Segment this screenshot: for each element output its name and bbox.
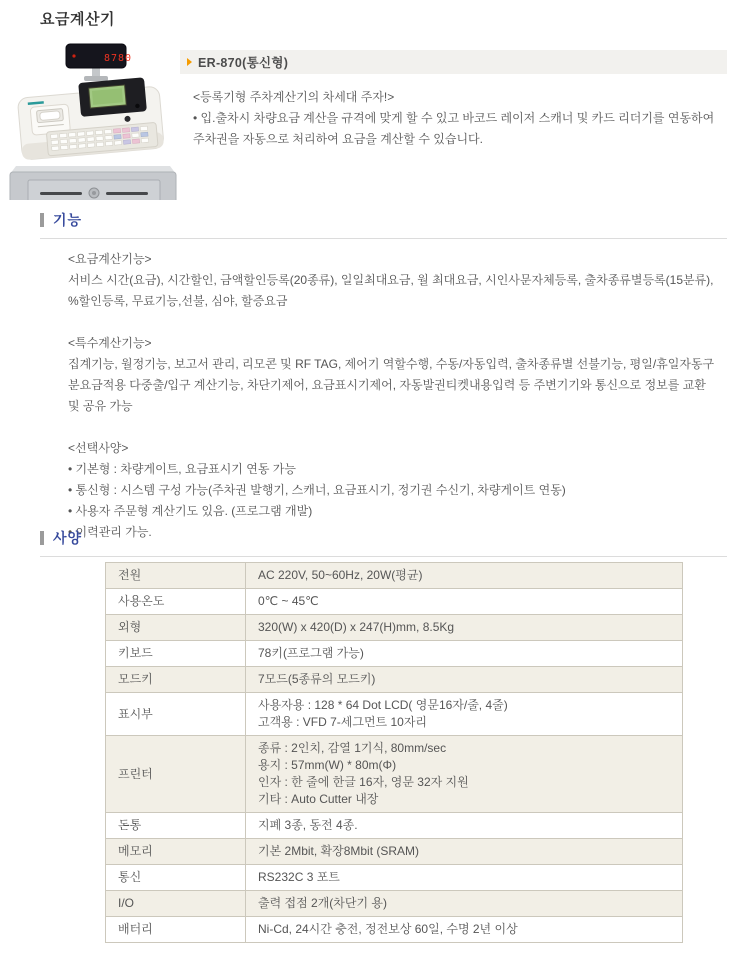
- section-bar-icon: [40, 213, 44, 227]
- arrow-right-icon: [187, 58, 192, 66]
- spec-row: [106, 563, 683, 589]
- spec-label: 메모리: [106, 839, 246, 865]
- spec-row: [106, 693, 683, 736]
- spec-value: [246, 563, 683, 589]
- spec-value: [246, 736, 683, 813]
- feature-line: 집계기능, 월정기능, 보고서 관리, 리모콘 및 RF TAG, 제어기 역할수행, 수동/자동입력, 출차종류별 선불기능, 평일/휴일자동구분요금적용 다중출/입구 계산기능, 차단기제어, 요금표시기제어, 자동발권티켓내용입력 등 주변기기와 통신으로 정보를 교환 및 공유 가능: [68, 357, 715, 413]
- spec-value-line: 0℃ ~ 45℃: [258, 594, 319, 608]
- feature-line: • 이력관리 가능.: [68, 525, 152, 539]
- spec-label: 사용온도: [106, 589, 246, 615]
- cash-register-illustration: [6, 42, 180, 200]
- spec-value-line: 7모드(5종류의 모드키): [258, 672, 376, 686]
- operator-panel: [78, 77, 147, 117]
- feature-line: 서비스 시간(요금), 시간할인, 금액할인등록(20종류), 일일최대요금, 월 최대요금, 시인사문자체등록, 출차종류별등록(15분류), %할인등록, 무료기능,선불, 심야, 할증요금: [68, 273, 714, 308]
- spec-row: [106, 641, 683, 667]
- spec-value-line: 인자 : 한 줄에 한글 16자, 영문 32자 지원: [258, 775, 469, 789]
- spec-label: 모드키: [106, 667, 246, 693]
- spec-row: [106, 917, 683, 943]
- cash-drawer: [10, 166, 176, 200]
- spec-value: [246, 891, 683, 917]
- spec-label: I/O: [106, 891, 246, 917]
- spec-row: [106, 839, 683, 865]
- spec-row: [106, 813, 683, 839]
- spec-row: [106, 865, 683, 891]
- spec-value: [246, 693, 683, 736]
- spec-value: [246, 667, 683, 693]
- features-section-title: 기능: [53, 212, 83, 228]
- product-description-text: • 입.출차시 차량요금 계산을 규격에 맞게 할 수 있고 바코드 레이저 스캐너 및 카드 리더기를 연동하여 주차권을 자동으로 처리하여 요금을 계산할 수 있습니다.: [193, 111, 715, 146]
- spec-table: [105, 562, 683, 943]
- spec-label: 전원: [106, 563, 246, 589]
- feature-block: [68, 333, 720, 417]
- spec-value-line: 78키(프로그램 가능): [258, 646, 364, 660]
- feature-line: • 사용자 주문형 계산기도 있음. (프로그램 개발): [68, 504, 313, 518]
- feature-block: [68, 249, 720, 312]
- specs-section-title: 사양: [53, 530, 83, 546]
- spec-value-line: 종류 : 2인치, 감열 1기식, 80mm/sec: [258, 741, 447, 755]
- spec-value: [246, 865, 683, 891]
- spec-value-line: 고객용 : VFD 7-세그먼트 10자리: [258, 715, 428, 729]
- features-section-header: [40, 210, 730, 230]
- spec-value-line: 출력 접점 2개(차단기 용): [258, 896, 387, 910]
- feature-block-heading: <특수계산기능>: [68, 336, 152, 350]
- spec-label: 키보드: [106, 641, 246, 667]
- section-bar-icon: [40, 531, 44, 545]
- product-model-title: ER-870(통신형): [198, 56, 289, 70]
- feature-line: • 기본형 : 차량게이트, 요금표시기 연동 가능: [68, 462, 296, 476]
- specs-section: [0, 528, 730, 557]
- divider: [40, 556, 727, 557]
- spec-row: [106, 891, 683, 917]
- product-header-bar: [180, 50, 727, 74]
- spec-row: [106, 615, 683, 641]
- spec-value: [246, 641, 683, 667]
- spec-value-line: 320(W) x 420(D) x 247(H)mm, 8.5Kg: [258, 620, 455, 634]
- spec-value: [246, 813, 683, 839]
- register-body: [16, 76, 164, 160]
- spec-row: [106, 736, 683, 813]
- feature-line: • 통신형 : 시스템 구성 가능(주차권 발행기, 스캐너, 요금표시기, 정기권 수신기, 차량게이트 연동): [68, 483, 566, 497]
- spec-value: [246, 917, 683, 943]
- spec-value-line: RS232C 3 포트: [258, 870, 340, 884]
- spec-label: 통신: [106, 865, 246, 891]
- spec-value: [246, 589, 683, 615]
- spec-value-line: Ni-Cd, 24시간 충전, 정전보상 60일, 수명 2년 이상: [258, 922, 518, 936]
- spec-value: [246, 615, 683, 641]
- spec-label: 외형: [106, 615, 246, 641]
- spec-value-line: 지폐 3종, 동전 4종.: [258, 818, 358, 832]
- spec-label: 돈통: [106, 813, 246, 839]
- spec-value-line: AC 220V, 50~60Hz, 20W(평균): [258, 568, 423, 582]
- spec-label: 표시부: [106, 693, 246, 736]
- page-title: 요금계산기: [40, 11, 115, 28]
- specs-section-header: [40, 528, 730, 548]
- features-section: [0, 210, 730, 543]
- feature-block-heading: <선택사양>: [68, 441, 129, 455]
- product-info: [180, 50, 727, 150]
- product-photo: [6, 42, 180, 200]
- spec-value-line: 기본 2Mbit, 확장8Mbit (SRAM): [258, 844, 420, 858]
- spec-value-line: 용지 : 57mm(W) * 80m(Φ): [258, 758, 397, 772]
- spec-value: [246, 839, 683, 865]
- svg-text:8780: 8780: [104, 53, 133, 64]
- spec-value-line: 사용자용 : 128 * 64 Dot LCD( 영문16자/줄, 4줄): [258, 698, 508, 712]
- spec-label: 프린터: [106, 736, 246, 813]
- spec-label: 배터리: [106, 917, 246, 943]
- features-content: [68, 249, 720, 543]
- feature-block-heading: <요금계산기능>: [68, 252, 152, 266]
- spec-value-line: 기타 : Auto Cutter 내장: [258, 792, 379, 806]
- divider: [40, 238, 727, 239]
- spec-row: [106, 589, 683, 615]
- product-description: [180, 74, 727, 150]
- product-tagline: <등록기형 주차계산기의 차세대 주자!>: [193, 90, 395, 104]
- spec-row: [106, 667, 683, 693]
